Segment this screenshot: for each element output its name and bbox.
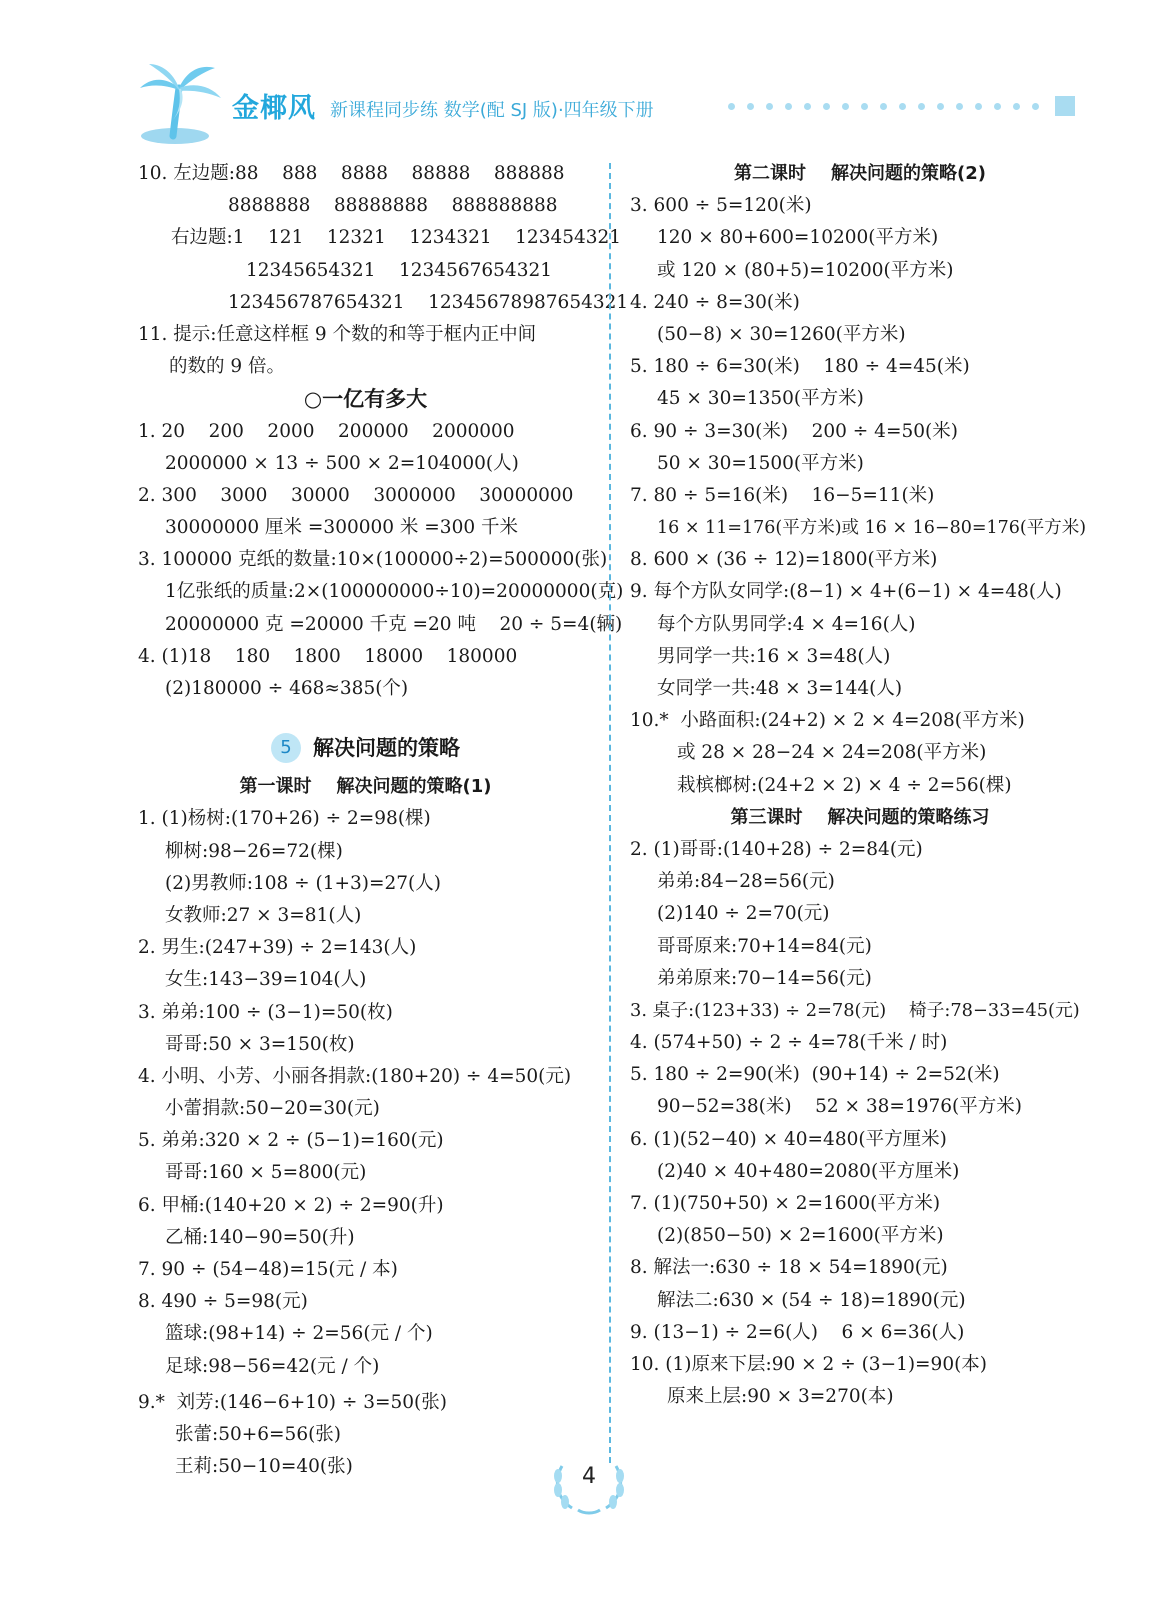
answer-line: 右边题:1 121 12321 1234321 123454321 xyxy=(171,227,622,249)
answer-line: 6. 90 ÷ 3=30(米) 200 ÷ 4=50(米) xyxy=(630,420,958,442)
answer-line: 解法二:630 × (54 ÷ 18)=1890(元) xyxy=(657,1289,966,1311)
page-header xyxy=(0,0,1174,150)
answer-line: 30000000 厘米 =300000 米 =300 千米 xyxy=(165,517,518,539)
answer-line: 10. (1)原来下层:90 × 2 ÷ (3−1)=90(本) xyxy=(630,1353,988,1375)
answer-line: 1. (1)杨树:(170+26) ÷ 2=98(棵) xyxy=(138,808,431,830)
answer-line: 5. 180 ÷ 6=30(米) 180 ÷ 4=45(米) xyxy=(630,356,970,378)
chapter-heading xyxy=(138,725,593,771)
answer-line: 3. 弟弟:100 ÷ (3−1)=50(枚) xyxy=(138,1001,393,1023)
chapter-number-badge: 5 xyxy=(271,733,301,763)
answer-line: 3. 600 ÷ 5=120(米) xyxy=(630,195,812,217)
answer-line: 或 120 × (80+5)=10200(平方米) xyxy=(657,259,954,281)
answer-line: 女同学一共:48 × 3=144(人) xyxy=(657,678,903,699)
answer-line: 8888888 88888888 888888888 xyxy=(228,195,558,217)
answer-line: 2. 300 3000 30000 3000000 30000000 xyxy=(138,484,574,506)
answer-line: 6. 甲桶:(140+20 × 2) ÷ 2=90(升) xyxy=(138,1194,444,1216)
palm-tree-icon xyxy=(135,58,225,148)
answer-line: (2)(850−50) × 2=1600(平方米) xyxy=(657,1225,944,1247)
answer-line: 男同学一共:16 × 3=48(人) xyxy=(657,645,891,667)
answer-line: 女教师:27 × 3=81(人) xyxy=(165,904,362,926)
left-column xyxy=(138,158,629,1483)
answer-line: 9. 每个方队女同学:(8−1) × 4+(6−1) × 4=48(人) xyxy=(630,581,1062,603)
answer-line: 弟弟原来:70−14=56(元) xyxy=(657,967,872,989)
page-number: 4 xyxy=(582,1464,596,1489)
answer-line: 9.* 刘芳:(146−6+10) ÷ 3=50(张) xyxy=(138,1391,447,1413)
answer-line: 5. 180 ÷ 2=90(米) (90+14) ÷ 2=52(米) xyxy=(630,1064,1000,1086)
answer-line: 张蕾:50+6=56(张) xyxy=(175,1423,342,1445)
answer-line: (50−8) × 30=1260(平方米) xyxy=(657,323,906,345)
answer-line: 哥哥原来:70+14=84(元) xyxy=(657,935,872,957)
answer-line: 123456787654321 12345678987654321 xyxy=(228,291,629,313)
answer-line: 哥哥:50 × 3=150(枚) xyxy=(165,1033,355,1055)
answer-line: 4. 240 ÷ 8=30(米) xyxy=(630,291,800,313)
right-column xyxy=(630,158,1090,1413)
answer-line: (2)180000 ÷ 468≈385(个) xyxy=(165,678,409,699)
answer-line: 栽槟榔树:(24+2 × 2) × 4 ÷ 2=56(棵) xyxy=(677,774,1012,796)
answer-line: 4. 小明、小芳、小丽各捐款:(180+20) ÷ 4=50(元) xyxy=(138,1065,572,1087)
answer-line: (2)男教师:108 ÷ (1+3)=27(人) xyxy=(165,872,441,894)
answer-line: 4. (1)18 180 1800 18000 180000 xyxy=(138,645,518,667)
answer-line: 8. 解法一:630 ÷ 18 × 54=1890(元) xyxy=(630,1257,948,1279)
answer-line: 90−52=38(米) 52 × 38=1976(平方米) xyxy=(657,1096,1022,1118)
header-end-square xyxy=(1055,96,1075,116)
answer-line: 3. 100000 克纸的数量:10×(100000÷2)=500000(张) xyxy=(138,549,608,571)
answer-line: 120 × 80+600=10200(平方米) xyxy=(657,227,939,249)
answer-line: 或 28 × 28−24 × 24=208(平方米) xyxy=(677,742,987,764)
answer-line: 原来上层:90 × 3=270(本) xyxy=(667,1386,894,1408)
answer-line: 王莉:50−10=40(张) xyxy=(175,1456,353,1478)
answer-line: 8. 600 × (36 ÷ 12)=1800(平方米) xyxy=(630,549,938,571)
answer-line: 45 × 30=1350(平方米) xyxy=(657,388,864,410)
answer-line: 10.* 小路面积:(24+2) × 2 × 4=208(平方米) xyxy=(630,710,1025,732)
answer-line: 10. 左边题:88 888 8888 88888 888888 xyxy=(138,163,565,184)
answer-line: 9. (13−1) ÷ 2=6(人) 6 × 6=36(人) xyxy=(630,1321,965,1343)
answer-line: 弟弟:84−28=56(元) xyxy=(657,871,835,893)
answer-line: 2000000 × 13 ÷ 500 × 2=104000(人) xyxy=(165,452,519,474)
lesson-title: 第一课时 解决问题的策略(1) xyxy=(239,776,492,798)
brand-name: 金椰风 xyxy=(232,93,316,124)
answer-line: 20000000 克 =20000 千克 =20 吨 20 ÷ 5=4(辆) xyxy=(165,613,623,635)
answer-line: 小蕾捐款:50−20=30(元) xyxy=(165,1098,380,1120)
answer-line: 每个方队男同学:4 × 4=16(人) xyxy=(657,613,916,635)
answer-line: 1亿张纸的质量:2×(100000000÷10)=20000000(克) xyxy=(165,581,624,603)
answer-line: 的数的 9 倍。 xyxy=(169,356,286,378)
answer-line: 篮球:(98+14) ÷ 2=56(元 / 个) xyxy=(165,1323,433,1345)
column-divider xyxy=(609,163,611,1463)
answer-line: 1. 20 200 2000 200000 2000000 xyxy=(138,420,515,442)
book-subtitle: 新课程同步练 数学(配 SJ 版)·四年级下册 xyxy=(330,100,654,121)
answer-line: 7. 80 ÷ 5=16(米) 16−5=11(米) xyxy=(630,484,935,506)
answer-line: 11. 提示:任意这样框 9 个数的和等于框内正中间 xyxy=(138,323,537,345)
answer-line: 2. 男生:(247+39) ÷ 2=143(人) xyxy=(138,937,417,959)
answer-line: 哥哥:160 × 5=800(元) xyxy=(165,1162,367,1184)
answer-line: 6. (1)(52−40) × 40=480(平方厘米) xyxy=(630,1128,947,1150)
answer-line: 足球:98−56=42(元 / 个) xyxy=(165,1355,380,1377)
answer-line: 柳树:98−26=72(棵) xyxy=(165,840,343,862)
section-title: ○一亿有多大 xyxy=(303,387,428,412)
answer-line: 7. (1)(750+50) × 2=1600(平方米) xyxy=(630,1193,941,1214)
answer-line: 4. (574+50) ÷ 2 ÷ 4=78(千米 / 时) xyxy=(630,1032,948,1054)
lesson-title: 第二课时 解决问题的策略(2) xyxy=(733,163,987,184)
answer-line: (2)40 × 40+480=2080(平方厘米) xyxy=(657,1160,960,1182)
answer-line: 3. 桌子:(123+33) ÷ 2=78(元) 椅子:78−33=45(元) xyxy=(630,999,1080,1021)
answer-line: 8. 490 ÷ 5=98(元) xyxy=(138,1291,308,1313)
lesson-title: 第三课时 解决问题的策略练习 xyxy=(730,806,990,828)
chapter-title: 解决问题的策略 xyxy=(313,736,460,761)
answer-line: 50 × 30=1500(平方米) xyxy=(657,452,864,474)
answer-line: 5. 弟弟:320 × 2 ÷ (5−1)=160(元) xyxy=(138,1130,444,1152)
answer-line: 12345654321 1234567654321 xyxy=(246,259,553,281)
answer-line: 2. (1)哥哥:(140+28) ÷ 2=84(元) xyxy=(630,838,923,860)
page-number-badge xyxy=(548,1452,630,1518)
answer-line: 16 × 11=176(平方米)或 16 × 16−80=176(平方米) xyxy=(657,518,1087,539)
answer-line: 女生:143−39=104(人) xyxy=(165,969,367,991)
answer-line: 乙桶:140−90=50(升) xyxy=(165,1226,355,1248)
answer-line: (2)140 ÷ 2=70(元) xyxy=(657,903,830,925)
answer-line: 7. 90 ÷ (54−48)=15(元 / 本) xyxy=(138,1259,398,1280)
header-dots xyxy=(728,103,1050,113)
